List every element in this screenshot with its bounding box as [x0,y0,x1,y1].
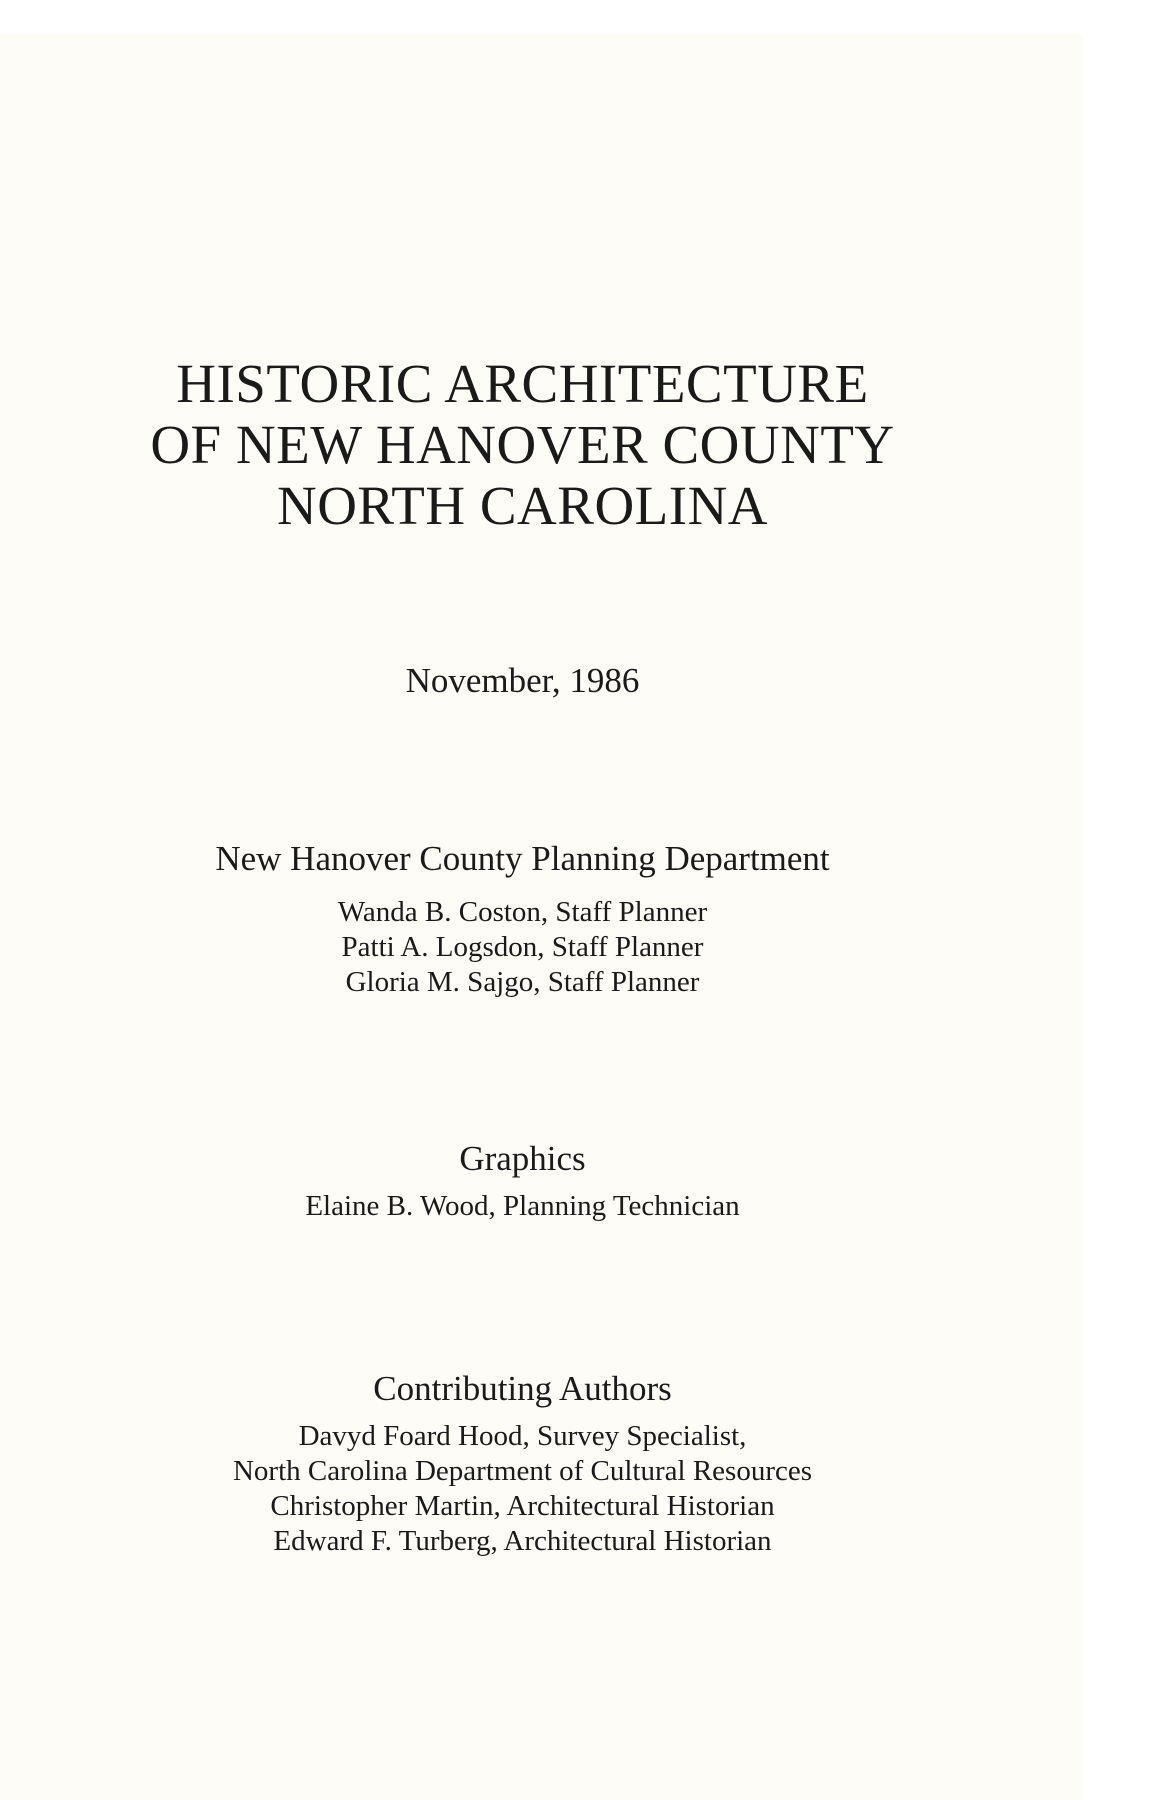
staff-name: Elaine B. Wood, Planning Technician [305,1190,740,1222]
staff-name: Wanda B. Coston, Staff Planner [337,896,708,928]
department-staff-list [0,895,1045,1000]
graphics-staff-list [0,1189,1045,1224]
title-line: OF NEW HANOVER COUNTY [150,414,895,475]
publication-date: November, 1986 [405,661,640,700]
title-page [0,34,1083,1800]
document-title [0,353,1045,536]
department-heading: New Hanover County Planning Department [215,839,830,878]
author-line: Edward F. Turberg, Architectural Historian [273,1525,772,1557]
contributing-authors-section [0,1367,1045,1559]
staff-name: Gloria M. Sajgo, Staff Planner [345,966,700,998]
author-line: North Carolina Department of Cultural Resources [232,1455,813,1487]
graphics-section [0,1137,1045,1224]
author-line: Davyd Foard Hood, Survey Specialist, [298,1420,747,1452]
title-line: NORTH CAROLINA [276,475,769,536]
contributing-authors-heading: Contributing Authors [373,1369,672,1408]
contributing-authors-list [0,1419,1045,1559]
graphics-heading: Graphics [459,1139,586,1178]
department-section [0,837,1045,1000]
author-line: Christopher Martin, Architectural Historian [270,1490,775,1522]
title-line: HISTORIC ARCHITECTURE [176,353,869,414]
staff-name: Patti A. Logsdon, Staff Planner [341,931,704,963]
